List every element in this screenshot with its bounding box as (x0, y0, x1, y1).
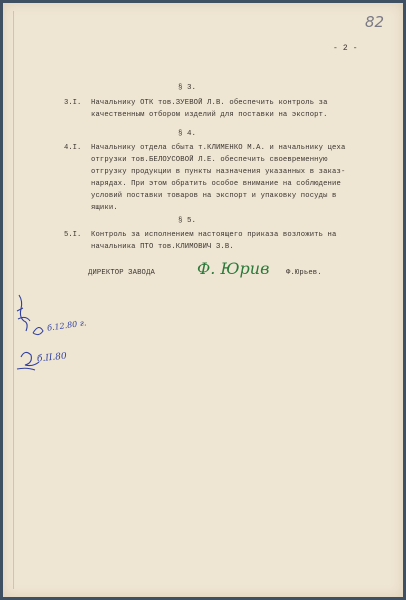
margin-pen-marks-icon (13, 285, 73, 405)
clause-line: отгрузки тов.БЕЛОУСОВОЙ Л.Е. обеспечить своевременную (91, 156, 328, 164)
clause-line: отгрузку продукции в пункты назначения указанных в заказ- (91, 168, 346, 176)
handwritten-signature: Ф. Юрив (197, 259, 270, 278)
clause-line: нарядах. При этом обратить особое внимание на соблюдение (91, 180, 341, 188)
section-heading-3: § 3. (178, 84, 197, 92)
clause-line: Контроль за исполнением настоящего приказа возложить на (91, 231, 337, 239)
handwritten-mark-2: б.II.80 (36, 351, 68, 365)
clause-line: Начальнику отдела сбыта т.КЛИМЕНКО М.А. и начальнику цеха (91, 144, 346, 152)
section-heading-5: § 5. (178, 217, 197, 225)
clause-number-5-1: 5.I. (64, 231, 82, 239)
section-heading-4: § 4. (178, 130, 197, 138)
document-page (3, 3, 403, 597)
clause-line: начальника ПТО тов.КЛИМОВИЧ З.В. (91, 243, 234, 251)
clause-line: ящики. (91, 204, 118, 212)
signatory-name: Ф.Юрьев. (286, 269, 322, 277)
signatory-title: ДИРЕКТОР ЗАВОДА (88, 269, 155, 277)
archive-number: 82 (365, 13, 385, 31)
clause-number-3-1: 3.I. (64, 99, 82, 107)
clause-line: Начальнику ОТК тов.ЗУЕВОЙ Л.В. обеспечить контроль за (91, 99, 328, 107)
clause-line: качественным отбором изделий для поставки на экспорт. (91, 111, 328, 119)
handwritten-mark-1: б.12.80 г. (46, 318, 87, 333)
clause-line: условий поставки товаров на экспорт и упаковку посуды в (91, 192, 337, 200)
clause-number-4-1: 4.I. (64, 144, 82, 152)
page-number: - 2 - (333, 44, 358, 53)
